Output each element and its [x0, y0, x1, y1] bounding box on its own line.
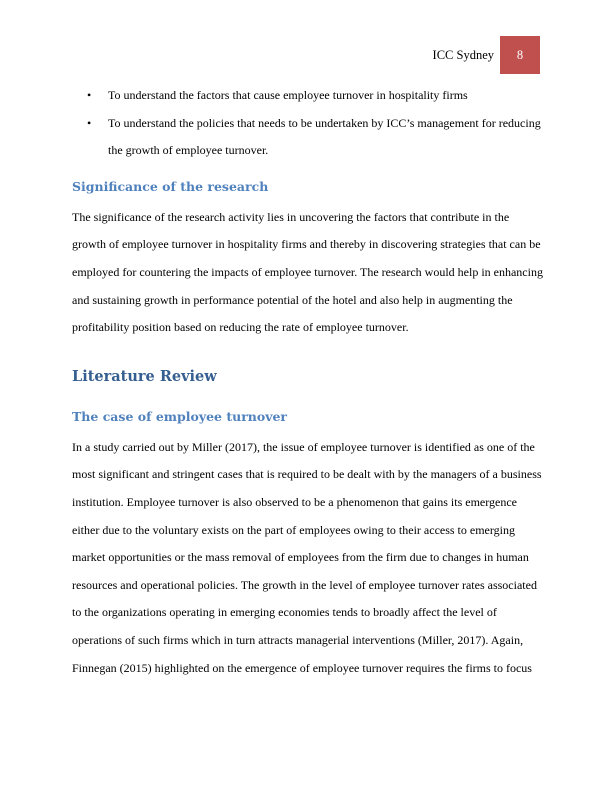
significance-paragraph: The significance of the research activity lies in uncovering the factors that contribute in the growth of employee turnover in hospitality firms and thereby in discovering strategies that can be employed for countering the impacts of employee turnover. The research would help in enhancing and sustaining growth in performance potential of the hotel and also help in augmenting the profitability position based on reducing the rate of employee turnover. — [72, 209, 543, 335]
bullet-icon: • — [87, 88, 92, 102]
list-item-text: To understand the factors that cause employee turnover in hospitality firms — [108, 88, 468, 102]
significance-heading: Significance of the research — [72, 178, 269, 194]
list-item — [72, 82, 544, 110]
literature-review-heading: Literature Review — [72, 367, 217, 385]
objectives-list — [72, 82, 544, 165]
document-body — [72, 82, 544, 682]
list-item-text: To understand the policies that needs to be undertaken by ICC’s management for reducing the growth of employee turnover. — [108, 115, 541, 158]
employee-turnover-subheading: The case of employee turnover — [72, 408, 288, 424]
bullet-icon: • — [87, 115, 92, 130]
page-number: 8 — [500, 36, 540, 74]
list-item — [72, 110, 544, 165]
running-head: ICC Sydney — [432, 48, 494, 62]
literature-paragraph: In a study carried out by Miller (2017), the issue of employee turnover is identified as one of the most significant and stringent cases that is required to be dealt with by the managers of a business institution. Employee turnover is also observed to be a phenomenon that gains its emergence either due to the voluntary exists on the part of employees owing to their access to emerging market opportunities or the mass removal of employees from the firm due to changes in human resources and operational policies. The growth in the level of employee turnover rates associated to the organizations operating in emerging economies tends to broadly affect the level of operations of such firms which in turn attracts managerial interventions (Miller, 2017). Again, Finnegan (2015) highlighted on the emergence of employee turnover requires the firms to focus — [72, 439, 542, 675]
